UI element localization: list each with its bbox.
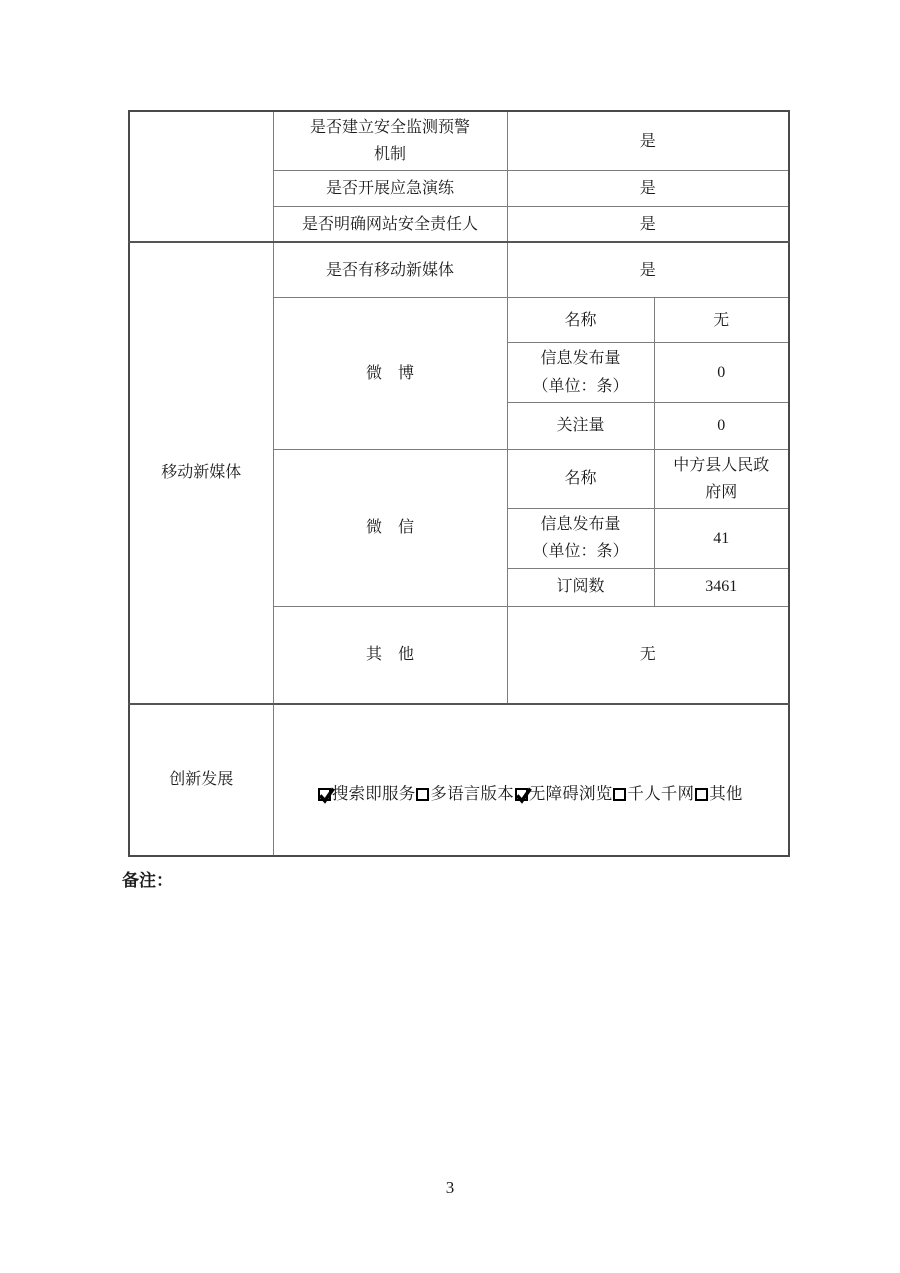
row-value-has-mobile-media: 是: [507, 242, 789, 298]
weibo-name-label: 名称: [507, 298, 654, 343]
option-label-multilingual: 多语言版本: [430, 783, 514, 803]
section-label-innovation: 创新发展: [129, 704, 273, 856]
group-label-wechat: 微 信: [273, 449, 507, 606]
weibo-name-value: 无: [654, 298, 789, 343]
option-label-other: 其他: [709, 783, 743, 803]
wechat-posts-label: 信息发布量 （单位：条）: [507, 509, 654, 568]
innovation-options-line: [318, 784, 744, 803]
checkbox-accessibility-icon[interactable]: [515, 788, 528, 801]
row-label-emergency-drill: 是否开展应急演练: [273, 171, 507, 207]
checkbox-multilingual-icon[interactable]: [416, 788, 429, 801]
checkbox-personalized-icon[interactable]: [613, 788, 626, 801]
wechat-subscribers-label: 订阅数: [507, 568, 654, 606]
wechat-name-label: 名称: [507, 449, 654, 508]
option-label-personalized: 千人千网: [627, 783, 695, 803]
row-value-security-responsible: 是: [507, 207, 789, 242]
section-cell-empty: [129, 111, 273, 242]
wechat-subscribers-value: 3461: [654, 568, 789, 606]
section-label-mobile-media: 移动新媒体: [129, 242, 273, 704]
report-table: [128, 110, 790, 857]
option-label-accessibility: 无障碍浏览: [528, 783, 613, 803]
checkbox-other-icon[interactable]: [695, 788, 708, 801]
row-value-emergency-drill: 是: [507, 171, 789, 207]
group-label-weibo: 微 博: [273, 298, 507, 449]
group-label-other-media: 其 他: [273, 606, 507, 704]
weibo-posts-value: 0: [654, 343, 789, 402]
option-label-search-as-service: 搜索即服务: [331, 783, 416, 803]
other-media-value: 无: [507, 606, 789, 704]
row-label-security-responsible: 是否明确网站安全责任人: [273, 207, 507, 242]
weibo-posts-label: 信息发布量 （单位：条）: [507, 343, 654, 402]
remarks-label: 备注：: [122, 871, 173, 890]
innovation-options-cell: [273, 704, 789, 856]
weibo-followers-label: 关注量: [507, 402, 654, 449]
row-label-has-mobile-media: 是否有移动新媒体: [273, 242, 507, 298]
wechat-posts-value: 41: [654, 509, 789, 568]
wechat-name-value: 中方县人民政 府网: [654, 449, 789, 508]
row-label-security-monitor: 是否建立安全监测预警 机制: [273, 111, 507, 171]
page-number: 3: [445, 1178, 455, 1197]
weibo-followers-value: 0: [654, 402, 789, 449]
checkbox-search-as-service-icon[interactable]: [318, 788, 331, 801]
row-value-security-monitor: 是: [507, 111, 789, 171]
